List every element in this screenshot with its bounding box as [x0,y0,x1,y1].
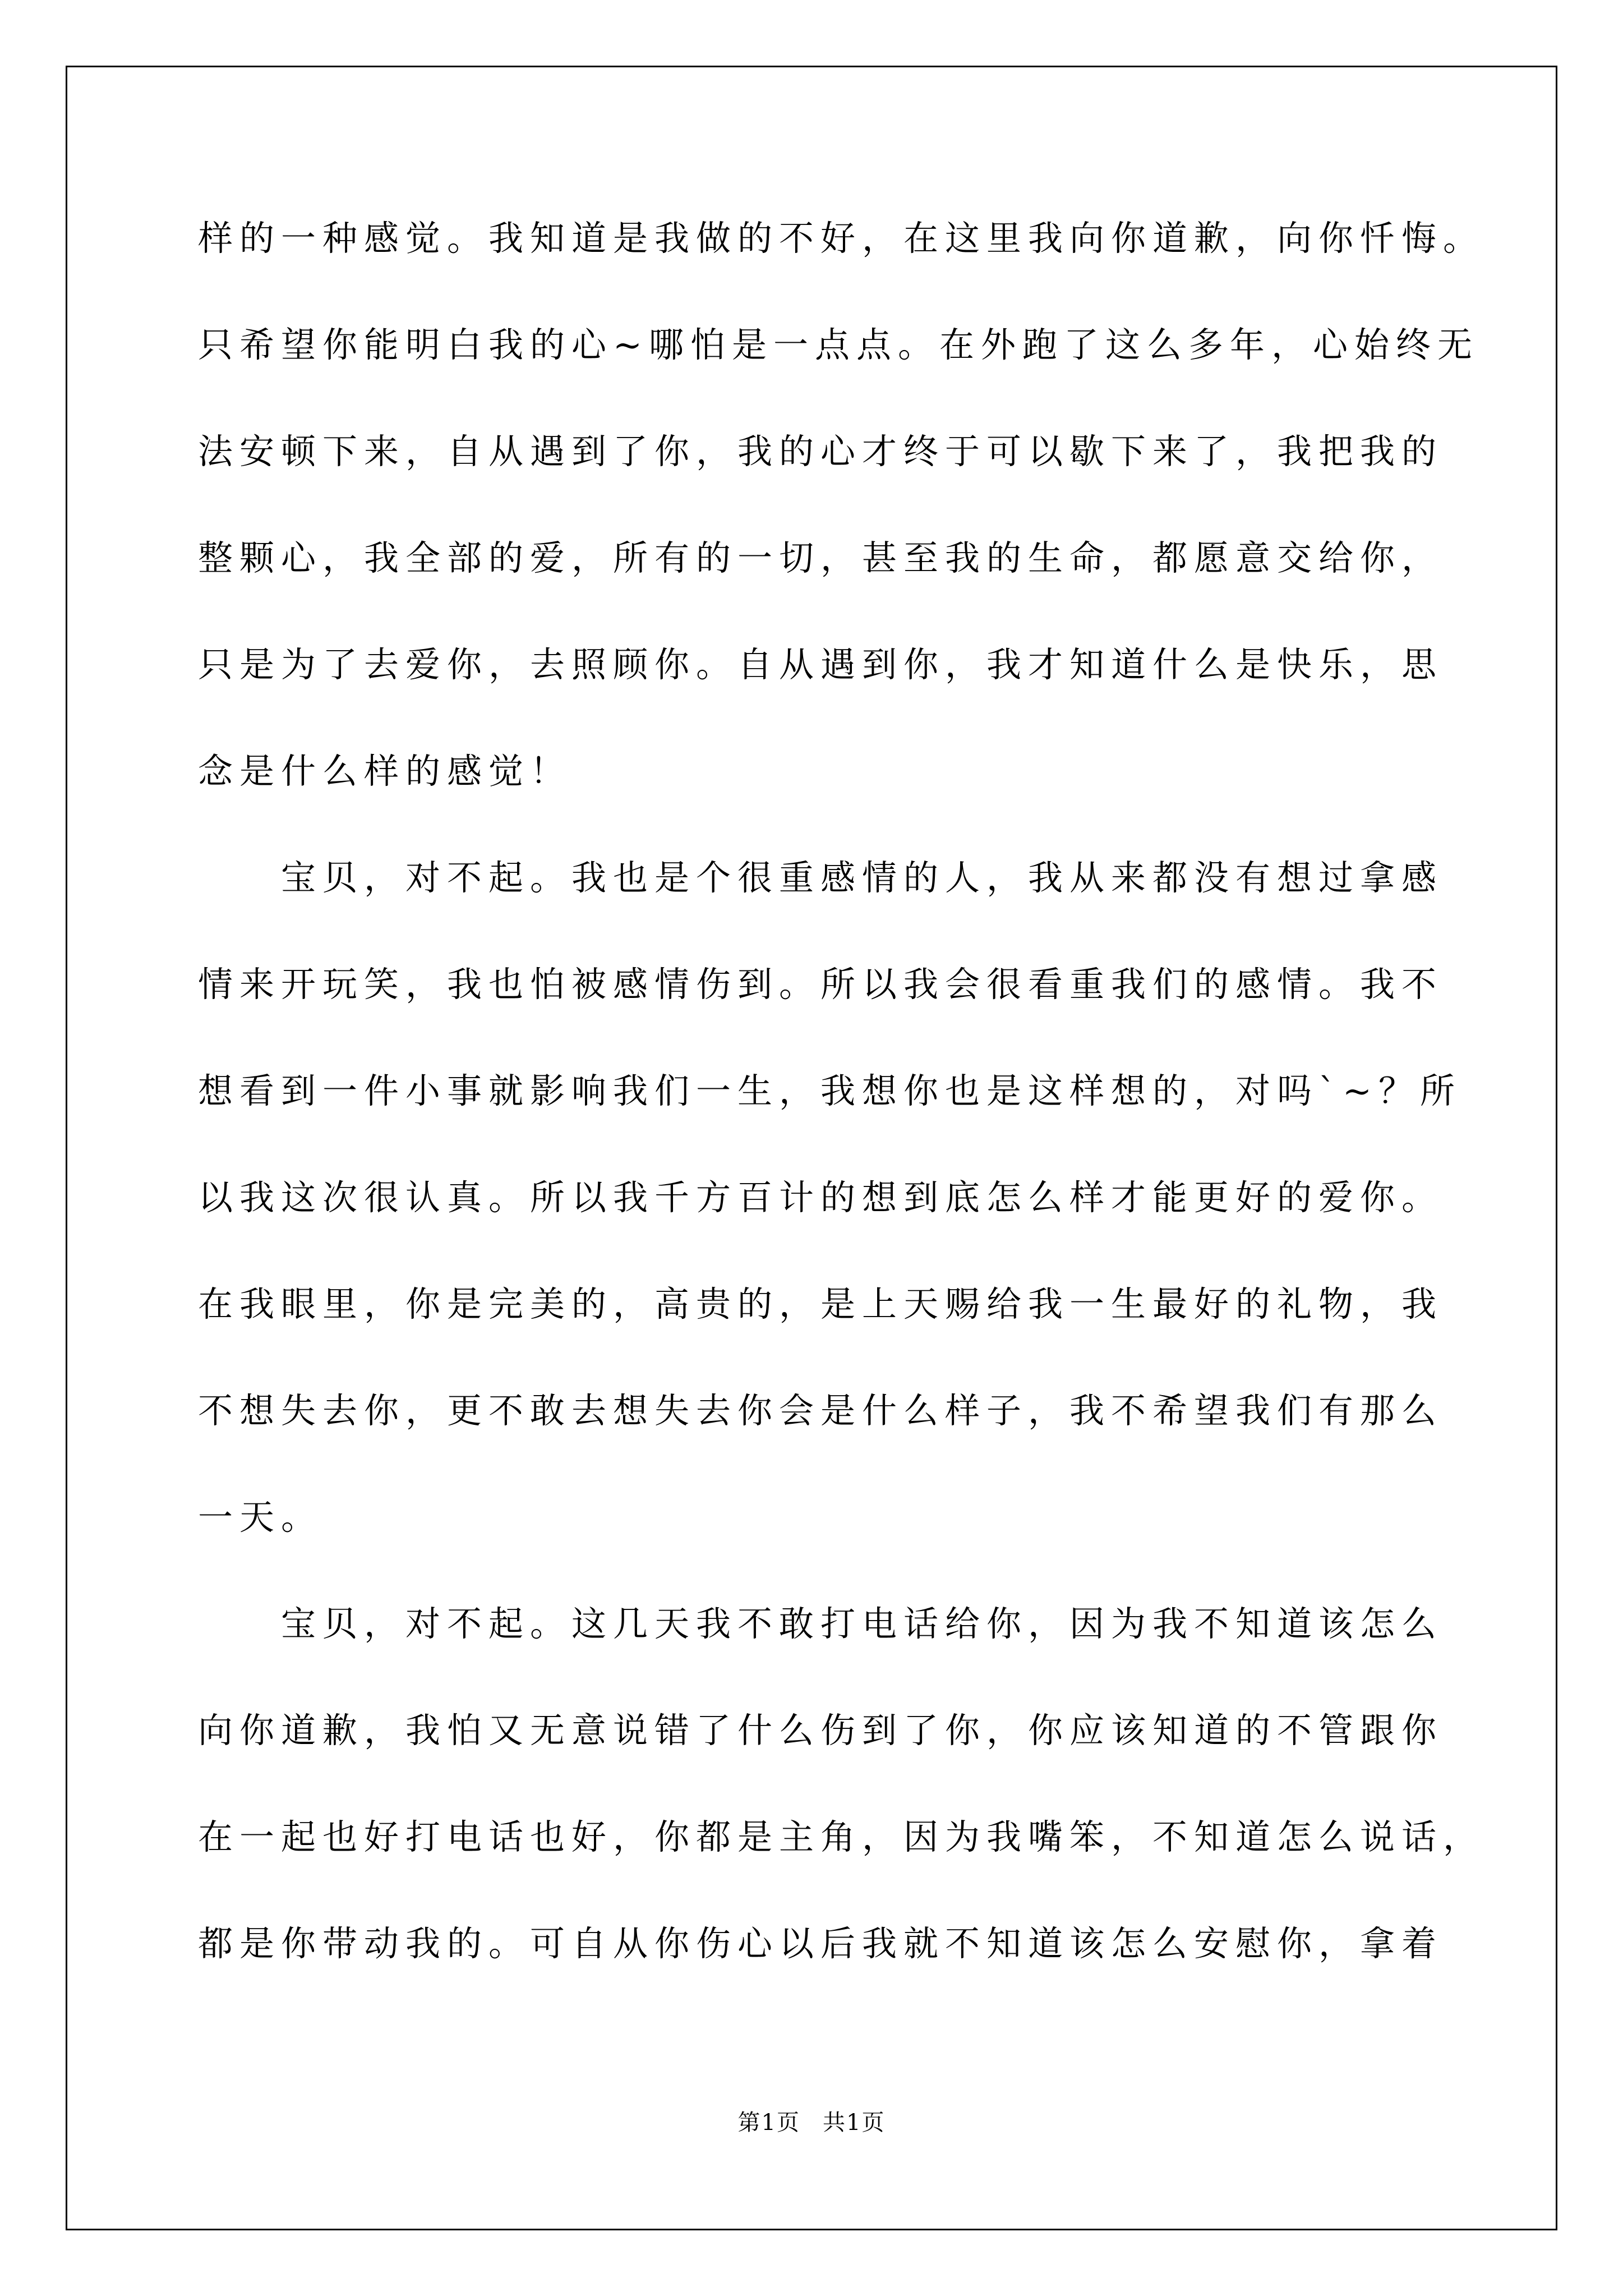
page-footer [0,2106,1623,2139]
text-line: 整颗心，我全部的爱，所有的一切，甚至我的生命，都愿意交给你， [198,537,1444,578]
page-number-total: 共1页 [823,2110,886,2136]
text-line: 在我眼里，你是完美的，高贵的，是上天赐给我一生最好的礼物，我 [198,1283,1444,1324]
page-number-current: 第1页 [737,2110,800,2136]
text-line: 只是为了去爱你，去照顾你。自从遇到你，我才知道什么是快乐，思 [198,644,1444,685]
text-line: 样的一种感觉。我知道是我做的不好，在这里我向你道歉，向你忏悔。 [198,218,1485,259]
text-line: 法安顿下来，自从遇到了你，我的心才终于可以歇下来了，我把我的 [198,431,1444,472]
text-line: 宝贝，对不起。我也是个很重感情的人，我从来都没有想过拿感 [198,857,1444,898]
text-line: 以我这次很认真。所以我千方百计的想到底怎么样才能更好的爱你。 [198,1177,1444,1218]
text-line: 一天。 [198,1497,323,1538]
text-line: 情来开玩笑，我也怕被感情伤到。所以我会很看重我们的感情。我不 [198,964,1444,1005]
text-line: 都是你带动我的。可自从你伤心以后我就不知道该怎么安慰你，拿着 [198,1923,1444,1964]
document-body [198,185,1485,1997]
text-line: 向你道歉，我怕又无意说错了什么伤到了你，你应该知道的不管跟你 [198,1710,1444,1751]
text-line: 只希望你能明白我的心~哪怕是一点点。在外跑了这么多年，心始终无 [198,324,1479,365]
text-line: 在一起也好打电话也好，你都是主角，因为我嘴笨，不知道怎么说话， [198,1816,1485,1857]
text-line: 念是什么样的感觉！ [198,751,572,792]
text-line: 宝贝，对不起。这几天我不敢打电话给你，因为我不知道该怎么 [198,1603,1444,1644]
text-line: 不想失去你，更不敢去想失去你会是什么样子，我不希望我们有那么 [198,1390,1444,1431]
text-line: 想看到一件小事就影响我们一生，我想你也是这样想的，对吗`~？所 [198,1070,1461,1111]
